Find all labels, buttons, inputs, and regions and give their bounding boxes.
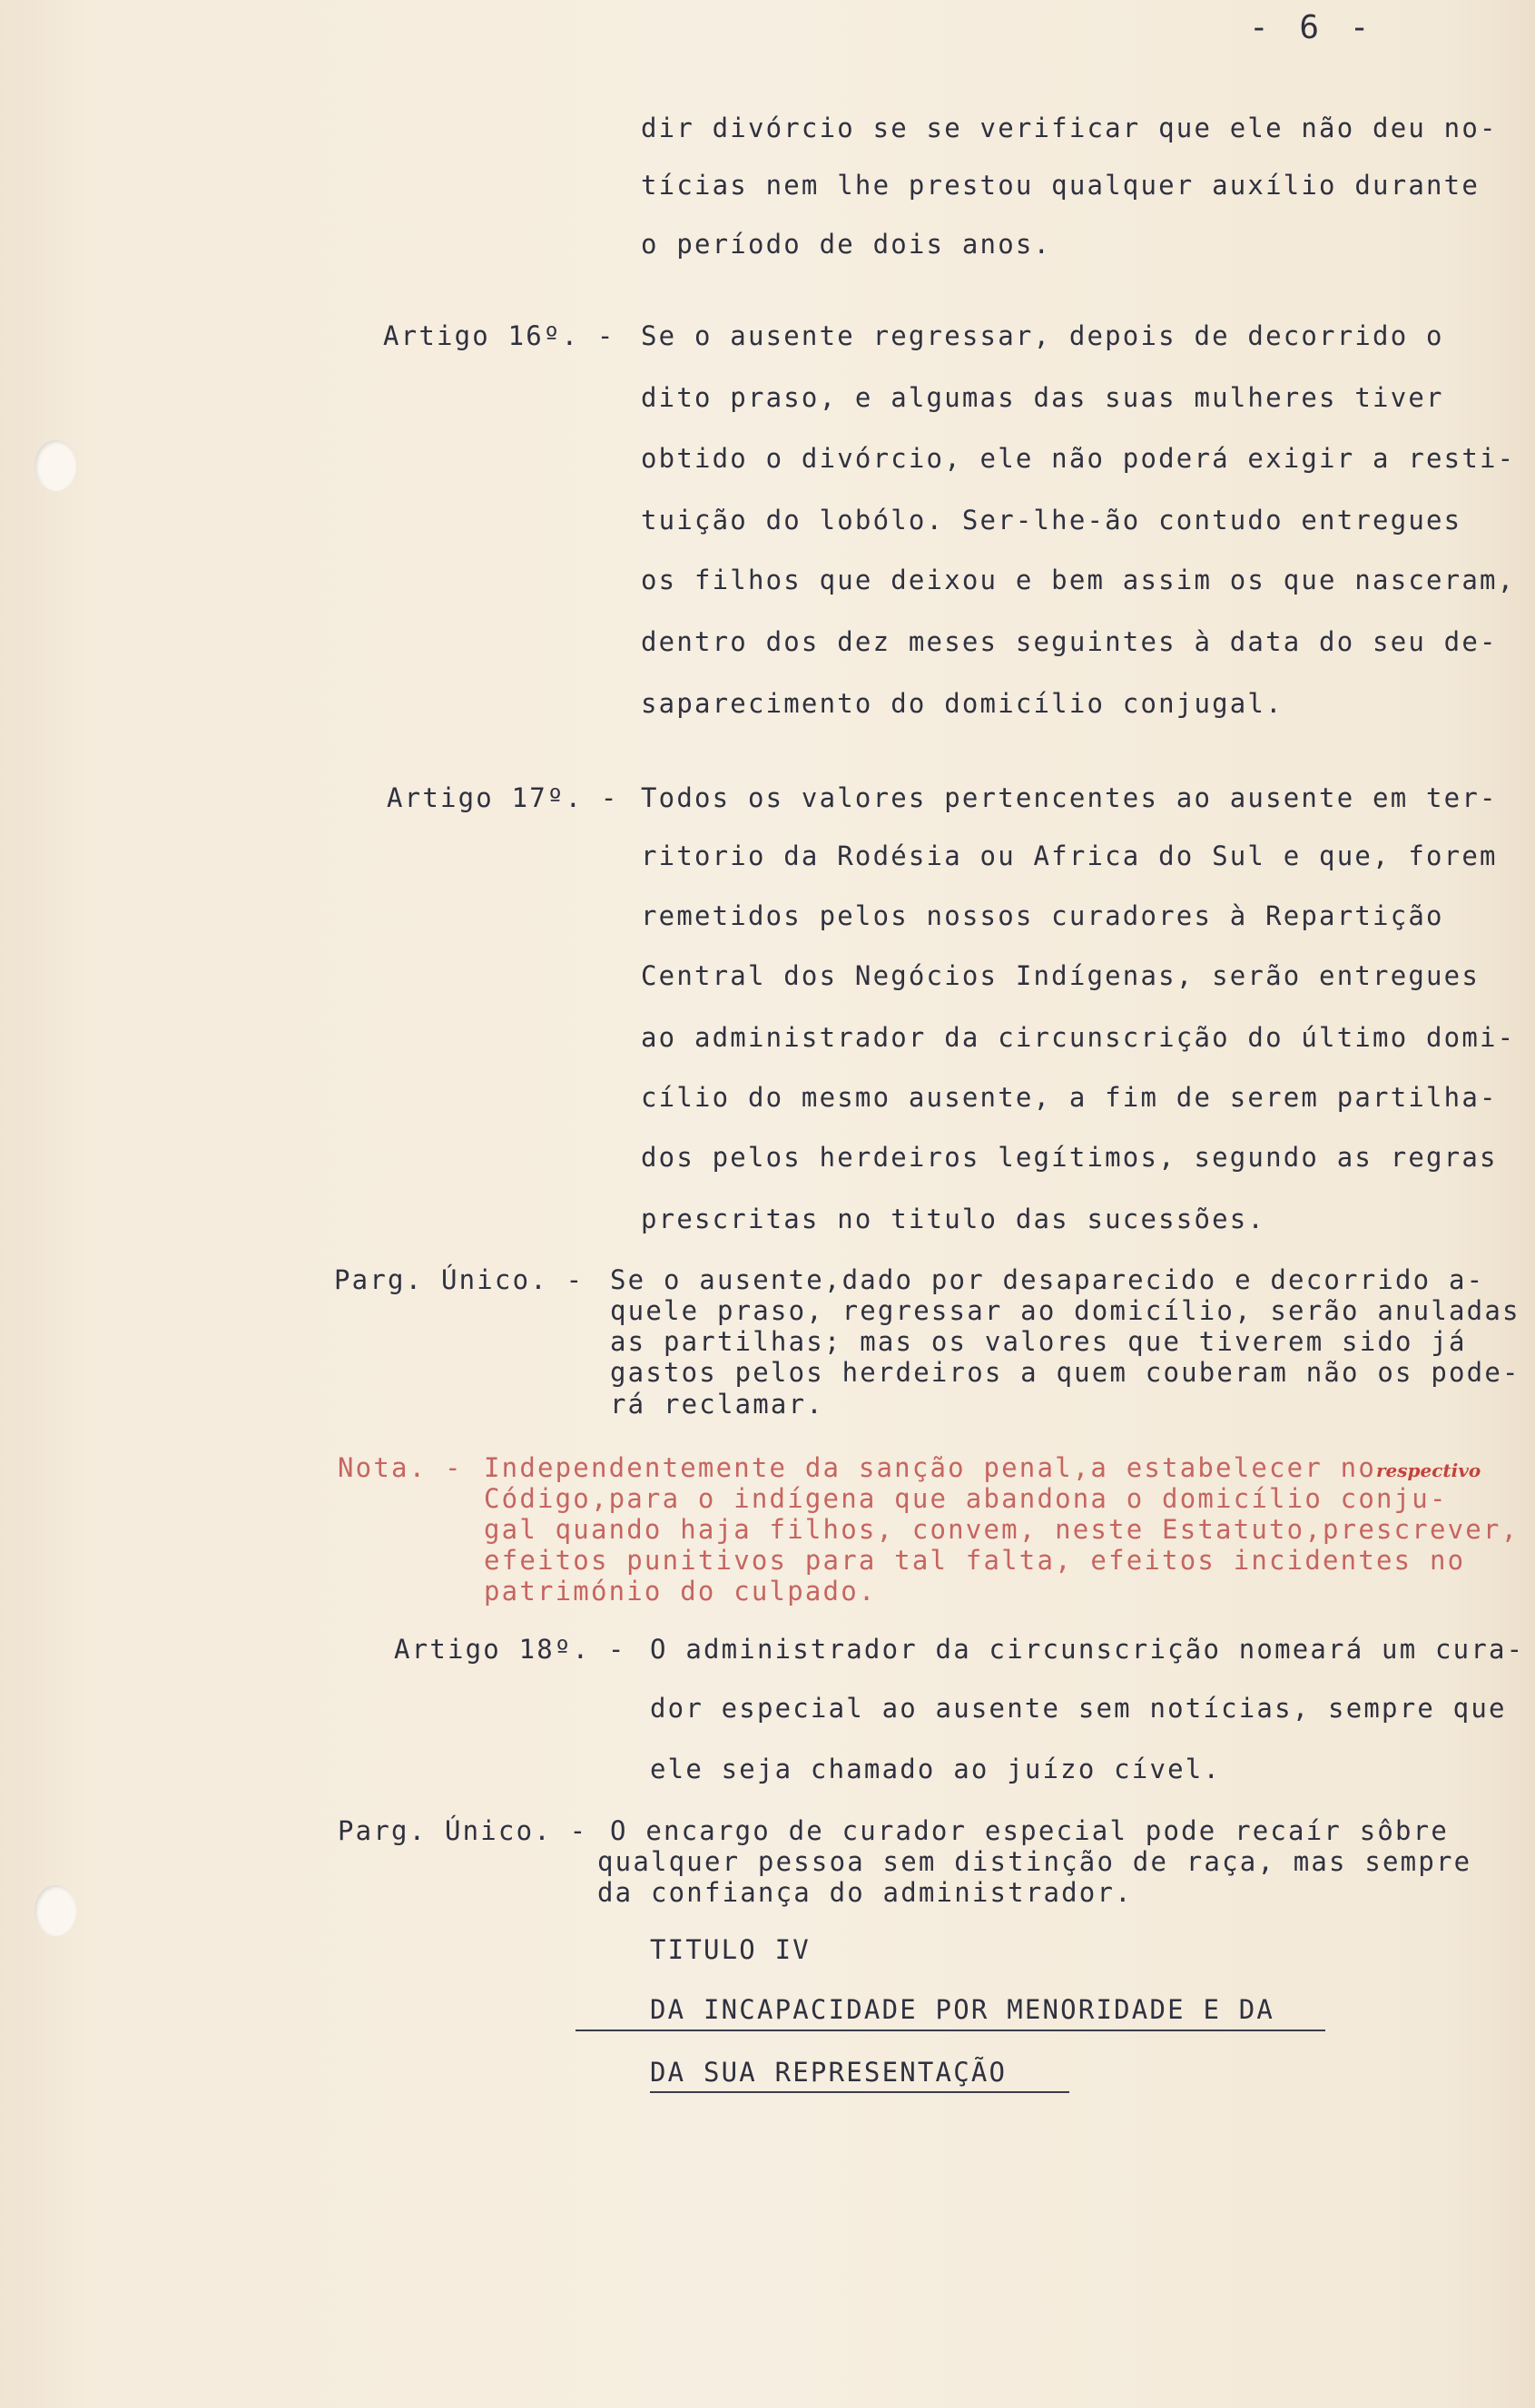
article-17-line: ao administrador da circunscrição do último domi- <box>641 1022 1516 1053</box>
paragraph-2-line: O encargo de curador especial pode recaír sôbre <box>610 1815 1449 1846</box>
paragraph-1-line: quele praso, regressar ao domicílio, serão anuladas <box>610 1295 1520 1326</box>
paragraph-2-line: da confiança do administrador. <box>597 1877 1133 1908</box>
intro-line: o período de dois anos. <box>641 229 1052 260</box>
handwritten-insert: respectivo <box>1375 1460 1481 1481</box>
paragraph-1-line: rá reclamar. <box>610 1389 824 1420</box>
note-line: património do culpado. <box>484 1576 877 1607</box>
paragraph-1-label: Parg. Único. - <box>334 1264 585 1295</box>
title-underline <box>650 2091 1069 2093</box>
title-line-1: DA INCAPACIDADE POR MENORIDADE E DA <box>650 1994 1275 2025</box>
article-17-line: ritorio da Rodésia ou Africa do Sul e que, forem <box>641 840 1498 871</box>
article-17-line: remetidos pelos nossos curadores à Repartição <box>641 900 1444 931</box>
article-17-line: prescritas no titulo das sucessões. <box>641 1204 1266 1234</box>
paragraph-1-line: gastos pelos herdeiros a quem couberam não os pode- <box>610 1357 1520 1388</box>
article-16-line: obtido o divórcio, ele não poderá exigir a resti- <box>641 443 1516 474</box>
punch-hole-bottom <box>34 1885 76 1936</box>
note-line-text: Independentemente da sanção penal,a estabelecer no <box>484 1452 1376 1483</box>
article-16-line: dito praso, e algumas das suas mulheres tiver <box>641 382 1444 413</box>
article-17-label: Artigo 17º. - <box>387 782 619 813</box>
article-17-line: Central dos Negócios Indígenas, serão entregues <box>641 960 1480 991</box>
note-line: gal quando haja filhos, convem, neste Estatuto,prescrever, <box>484 1514 1520 1545</box>
paragraph-2-line: qualquer pessoa sem distinção de raça, mas sempre <box>597 1846 1472 1877</box>
article-16-line: tuição do lobólo. Ser-lhe-ão contudo entregues <box>641 505 1462 536</box>
article-16-line: saparecimento do domicílio conjugal. <box>641 688 1284 719</box>
intro-line: tícias nem lhe prestou qualquer auxílio durante <box>641 170 1480 201</box>
punch-hole-top <box>34 440 76 491</box>
article-18-label: Artigo 18º. - <box>394 1634 626 1665</box>
title-rule <box>576 2030 1325 2031</box>
article-18-line: ele seja chamado ao juízo cível. <box>650 1754 1222 1784</box>
article-17-line: dos pelos herdeiros legítimos, segundo as regras <box>641 1142 1498 1173</box>
paragraph-1-line: as partilhas; mas os valores que tiverem sido já <box>610 1326 1467 1357</box>
article-16-line: Se o ausente regressar, depois de decorrido o <box>641 320 1444 351</box>
article-18-line: dor especial ao ausente sem notícias, sempre que <box>650 1693 1507 1724</box>
page-number: - 6 - <box>1249 9 1375 46</box>
article-16-line: dentro dos dez meses seguintes à data do seu de- <box>641 626 1498 657</box>
note-label: Nota. - <box>338 1452 463 1483</box>
intro-line: dir divórcio se se verificar que ele não deu no- <box>641 113 1498 143</box>
article-17-line: cílio do mesmo ausente, a fim de serem partilha- <box>641 1082 1498 1113</box>
title-line-2: DA SUA REPRESENTAÇÃO <box>650 2057 1008 2088</box>
paragraph-1-line: Se o ausente,dado por desaparecido e decorrido a- <box>610 1264 1485 1295</box>
article-16-line: os filhos que deixou e bem assim os que nasceram, <box>641 565 1516 595</box>
article-18-line: O administrador da circunscrição nomeará um cura- <box>650 1634 1525 1665</box>
article-16-label: Artigo 16º. - <box>383 320 615 351</box>
article-17-line: Todos os valores pertencentes ao ausente em ter- <box>641 782 1498 813</box>
title-heading: TITULO IV <box>650 1934 811 1965</box>
note-line: efeitos punitivos para tal falta, efeitos incidentes no <box>484 1545 1466 1576</box>
paragraph-2-label: Parg. Único. - <box>338 1815 588 1846</box>
note-line <box>484 1452 1481 1483</box>
note-line: Código,para o indígena que abandona o domicílio conju- <box>484 1483 1448 1514</box>
